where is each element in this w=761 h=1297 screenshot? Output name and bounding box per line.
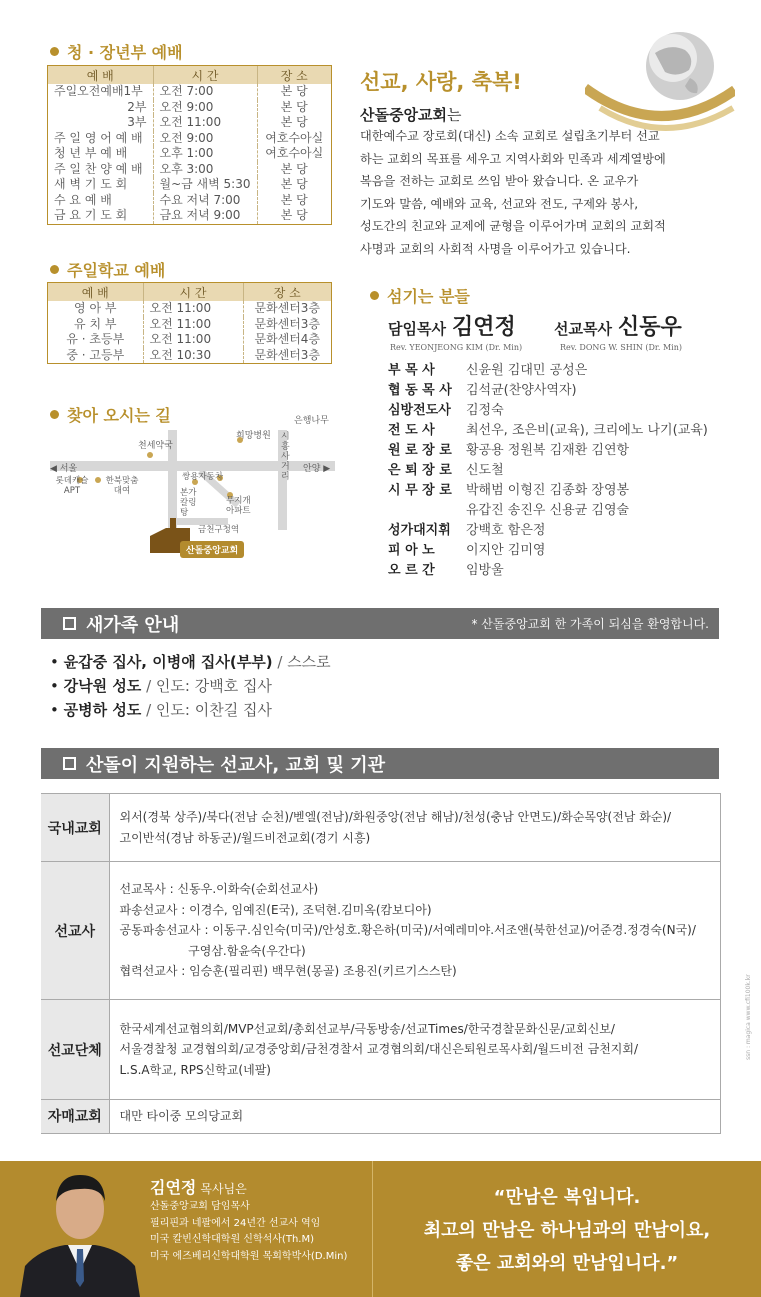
- worship-name-cell: 유 · 초등부: [48, 332, 143, 348]
- support-body: [109, 1100, 721, 1134]
- staff-row: [388, 421, 738, 441]
- bio-line: 미국 에즈베리신학대학원 목회학박사(D.Min): [150, 1250, 348, 1262]
- support-body: [109, 1000, 721, 1100]
- new-family-item: [50, 650, 331, 674]
- checkbox-square-icon: [63, 617, 76, 630]
- worship-name-cell: 3부: [48, 115, 153, 131]
- staff-role: 원 로 장 로: [388, 443, 452, 458]
- time-cell: 오전 9:00: [153, 100, 257, 116]
- time-cell: 월~금 새벽 5:30: [153, 177, 257, 193]
- map-label: 금천구청역: [198, 525, 240, 535]
- staff-names: 최선우, 조은비(교육), 크리에노 나기(교육): [466, 423, 708, 438]
- map-label: 안양 ▶: [303, 464, 331, 474]
- footer-divider: [372, 1161, 373, 1297]
- time-cell: 오후 1:00: [153, 146, 257, 162]
- new-family-note: 인도: 강백호 집사: [155, 677, 272, 695]
- col-header: 예 배: [48, 283, 143, 301]
- senior-pastor-title: 담임목사: [388, 320, 446, 338]
- staff-row: [388, 401, 738, 421]
- map-label: 희망병원: [236, 431, 271, 441]
- support-row: [41, 1100, 721, 1134]
- place-cell: 본 당: [280, 99, 308, 114]
- new-family-note: 인도: 이찬길 집사: [155, 701, 272, 719]
- staff-role: 전 도 사: [388, 423, 435, 438]
- senior-pastor-name: 김연정: [451, 315, 516, 340]
- staff-row: [388, 381, 738, 401]
- church-name: 산돌중앙교회: [360, 106, 447, 124]
- senior-pastor-en: Rev. YEONJEONG KIM (Dr. Min): [390, 343, 523, 352]
- time-cell: 오전 9:00: [153, 131, 257, 147]
- staff-names: 강백호 함은정: [466, 523, 546, 538]
- staff-role: 오 르 간: [388, 563, 435, 578]
- new-family-name: 강낙원 성도: [63, 677, 142, 695]
- support-line: 구영삼.함윤숙(우간다): [119, 943, 306, 958]
- globe-logo: [585, 28, 735, 138]
- support-line: 선교목사 : 신동우.이화숙(순회선교사): [119, 882, 319, 897]
- staff-role: 심방전도사: [388, 403, 451, 418]
- footer-name-line: [150, 1175, 247, 1198]
- motto-description: [360, 125, 735, 260]
- worship-name-cell: 청 년 부 예 배: [48, 146, 153, 162]
- place-cell: 여호수아실: [265, 146, 324, 160]
- support-title: 산돌이 지원하는 선교사, 교회 및 기관: [86, 754, 385, 776]
- col-header: 시 간: [143, 283, 243, 301]
- staff-row: [388, 541, 738, 561]
- schedule-row: [48, 131, 331, 147]
- motto-line: 성도간의 친교와 교제에 균형을 이루어가며 교회의 교회적: [360, 219, 666, 233]
- support-line: 외서(경북 상주)/북다(전남 순천)/벧엘(전남)/화원중앙(전남 해남)/천성(충남 안면도)/화순목양(전남 화순)/: [119, 810, 672, 824]
- support-body: [109, 794, 721, 862]
- support-row: [41, 862, 721, 1000]
- motto-church-line: [360, 104, 461, 125]
- time-cell: 수요 저녁 7:00: [153, 193, 257, 209]
- mission-pastor-name: 신동우: [617, 315, 682, 340]
- support-table: [41, 793, 721, 1134]
- place-cell: 문화센터4층: [254, 332, 321, 346]
- time-cell: 오전 11:00: [143, 332, 243, 348]
- map-label: 무지개 아파트: [226, 496, 251, 516]
- staff-role: [388, 501, 466, 521]
- separator: /: [141, 677, 156, 695]
- support-line: 한국세계선교협의회/MVP선교회/총회선교부/극동방송/선교Times/한국경찰문화신문/교회신보/: [119, 1021, 615, 1036]
- support-line: 협력선교사 : 임승훈(필리핀) 백무현(몽골) 조용진(키르기스스탄): [119, 964, 457, 979]
- footer-name-suffix: 목사님은: [200, 1182, 247, 1196]
- worship-name-cell: 중 · 고등부: [48, 348, 143, 364]
- bullet-icon: [370, 291, 379, 300]
- col-header: 예 배: [48, 66, 153, 84]
- bullet-icon: •: [50, 677, 64, 695]
- support-category: 선교단체: [41, 1000, 109, 1100]
- col-header: 장 소: [257, 66, 331, 84]
- sunday-school-table: [47, 282, 332, 364]
- map-label: 한북맞춤 대여: [105, 476, 139, 496]
- place-cell: 문화센터3층: [254, 347, 321, 362]
- staff-role: 성가대지휘: [388, 523, 451, 538]
- sunday-school-title: 주일학교 예배: [50, 258, 165, 281]
- youth-worship-table: [47, 65, 332, 225]
- time-cell: 금요 저녁 9:00: [153, 208, 257, 224]
- worship-name-cell: 수 요 예 배: [48, 193, 153, 209]
- schedule-row: [48, 146, 331, 162]
- staff-names: 신도철: [466, 463, 504, 478]
- schedule-row: [48, 177, 331, 193]
- map-label: 은행나무: [294, 416, 329, 426]
- support-row: [41, 1000, 721, 1100]
- place-cell: 본 당: [280, 208, 308, 222]
- place-cell: 문화센터3층: [254, 301, 321, 315]
- support-line: 공동파송선교사 : 이동구.심인숙(미국)/안성호.황은하(미국)/서예레미야.서조앤(북한선교)/어준경.정경숙(N국)/: [119, 923, 696, 938]
- footer-quote: [392, 1181, 742, 1280]
- support-line: 파송선교사 : 이경수, 임예진(E국), 조덕현.김미옥(캄보디아): [119, 902, 432, 917]
- worship-name-cell: 주 일 찬 양 예 배: [48, 162, 153, 178]
- support-line: 대만 타이중 모의당교회: [119, 1109, 244, 1123]
- schedule-row: [48, 115, 331, 131]
- staff-names: 유갑진 송진우 신용균 김영술: [466, 503, 630, 518]
- directions-map: [40, 410, 340, 575]
- senior-pastor: [388, 310, 516, 341]
- place-cell: 본 당: [280, 161, 308, 176]
- worship-name-cell: 금 요 기 도 회: [48, 208, 153, 224]
- staff-role: 부 목 사: [388, 363, 435, 378]
- schedule-row: [48, 162, 331, 178]
- map-label: 쌍용자동차: [182, 472, 224, 482]
- staff-names: 김정숙: [466, 403, 504, 418]
- col-header: 장 소: [243, 283, 331, 301]
- motto-line: 복음을 전하는 교회로 쓰임 받아 왔습니다. 온 교우가: [360, 174, 639, 188]
- support-category: 선교사: [41, 862, 109, 1000]
- bullet-icon: •: [50, 701, 64, 719]
- time-cell: 오전 11:00: [153, 115, 257, 131]
- place-cell: 본 당: [280, 115, 308, 129]
- staff-row: [388, 441, 738, 461]
- worship-name-cell: 2부: [48, 100, 153, 116]
- schedule-row: [48, 332, 331, 348]
- staff-list: [388, 361, 738, 581]
- new-family-welcome: * 산돌중앙교회 한 가족이 되심을 환영합니다.: [471, 617, 709, 631]
- new-family-item: [50, 698, 331, 722]
- staff-names: 박해범 이형진 김종화 장영봉: [466, 483, 630, 498]
- place-cell: 본 당: [280, 192, 308, 207]
- name-suffix: 는: [446, 106, 462, 124]
- support-bar: [41, 748, 719, 779]
- schedule-row: [48, 193, 331, 209]
- motto-line: 하는 교회의 목표를 세우고 지역사회와 민족과 세계열방에: [360, 151, 666, 166]
- bullet-icon: •: [50, 653, 64, 671]
- time-cell: 오전 10:30: [143, 348, 243, 364]
- mission-pastor: [554, 310, 682, 341]
- bio-line: 미국 칼빈신학대학원 신학석사(Th.M): [150, 1234, 314, 1245]
- staff-role: 은 퇴 장 로: [388, 463, 452, 478]
- place-cell: 여호수아실: [265, 130, 324, 145]
- new-family-list: [50, 650, 331, 722]
- staff-names: 황공용 정원복 김재환 김연항: [466, 443, 630, 458]
- schedule-row: [48, 301, 331, 317]
- new-family-note: 스스로: [287, 653, 331, 671]
- bullet-icon: [50, 265, 59, 274]
- staff-names: 임방울: [466, 563, 504, 578]
- motto-line: 사명과 교회의 사회적 사명을 이루어가고 있습니다.: [360, 241, 631, 256]
- map-label: ◀ 서울: [50, 464, 78, 474]
- separator: /: [141, 701, 156, 719]
- motto-headline: 선교, 사랑, 축복!: [360, 70, 522, 94]
- pastor-portrait: [20, 1161, 140, 1297]
- map-label: 시흥사거리: [281, 432, 290, 482]
- mission-pastor-title: 선교목사: [554, 320, 612, 338]
- new-family-name: 윤갑중 집사, 이병애 집사(부부): [63, 653, 273, 671]
- map-label: 천세약국: [138, 441, 173, 451]
- support-row: [41, 794, 721, 862]
- quote-line: 최고의 만남은 하나님과의 만남이요,: [423, 1220, 711, 1241]
- schedule-row: [48, 100, 331, 116]
- motto-line: 대한예수교 장로회(대신) 소속 교회로 설립초기부터 선교: [360, 129, 660, 143]
- new-family-bar: [41, 608, 719, 639]
- support-line: L.S.A학교, RPS신학교(네팔): [119, 1062, 271, 1077]
- place-cell: 문화센터3층: [254, 316, 321, 331]
- time-cell: 오전 11:00: [143, 317, 243, 333]
- footer-banner: [0, 1161, 761, 1297]
- directions-title: 찾아 오시는 길: [50, 403, 171, 426]
- worship-name-cell: 유 치 부: [48, 317, 143, 333]
- new-family-title: 새가족 안내: [86, 614, 180, 636]
- bio-line: 산돌중앙교회 담임목사: [150, 1201, 250, 1212]
- separator: /: [272, 653, 288, 671]
- bullet-icon: [50, 47, 59, 56]
- staff-role: 시 무 장 로: [388, 483, 452, 498]
- place-cell: 본 당: [280, 177, 308, 191]
- schedule-row: [48, 348, 331, 364]
- staff-role: 협 동 목 사: [388, 383, 452, 398]
- schedule-row: [48, 317, 331, 333]
- place-cell: 본 당: [280, 84, 308, 98]
- staff-row: [388, 501, 738, 521]
- mission-pastor-en: Rev. DONG W. SHIN (Dr. Min): [560, 343, 682, 352]
- motto-line: 기도와 말씀, 예배와 교육, 선교와 전도, 구제와 봉사,: [360, 196, 639, 211]
- side-credit: ssn : magica www.cfi100k.kr: [745, 974, 752, 1060]
- worship-name-cell: 주 일 영 어 예 배: [48, 131, 153, 147]
- staff-row: [388, 461, 738, 481]
- staff-role: 피 아 노: [388, 543, 435, 558]
- new-family-name: 공병하 성도: [63, 701, 142, 719]
- map-label: 본가 칼링탕: [180, 488, 197, 518]
- youth-worship-title: 청 · 장년부 예배: [50, 40, 183, 63]
- staff-names: 이지안 김미영: [466, 543, 546, 558]
- worship-name-cell: 영 아 부: [48, 301, 143, 317]
- checkbox-square-icon: [63, 757, 76, 770]
- new-family-item: [50, 674, 331, 698]
- time-cell: 오전 11:00: [143, 301, 243, 317]
- support-line: 고이반석(경남 하동군)/월드비전교회(경기 시흥): [119, 830, 371, 845]
- time-cell: 오후 3:00: [153, 162, 257, 178]
- quote-line: 좋은 교회와의 만남입니다.”: [455, 1253, 679, 1274]
- worship-name-cell: 새 벽 기 도 회: [48, 177, 153, 193]
- worship-name-cell: 주일오전예배1부: [48, 84, 153, 100]
- map-label: 롯데캐슬 APT: [55, 476, 89, 496]
- staff-row: [388, 521, 738, 541]
- support-category: 자매교회: [41, 1100, 109, 1134]
- time-cell: 오전 7:00: [153, 84, 257, 100]
- staff-row: [388, 481, 738, 501]
- col-header: 시 간: [153, 66, 257, 84]
- bio-line: 필리핀과 네팔에서 24년간 선교사 역임: [150, 1217, 321, 1229]
- staff-row: [388, 361, 738, 381]
- footer-bio: [150, 1199, 347, 1265]
- support-category: 국내교회: [41, 794, 109, 862]
- schedule-row: [48, 84, 331, 100]
- quote-line: “만남은 복입니다.: [493, 1187, 641, 1208]
- support-body: [109, 862, 721, 1000]
- staff-names: 신윤원 김대민 공성은: [466, 363, 588, 378]
- staff-names: 김석균(찬양사역자): [466, 383, 577, 398]
- map-church-label: 산돌중앙교회: [180, 541, 244, 558]
- footer-pastor-name: 김연정: [150, 1178, 197, 1197]
- schedule-row: [48, 208, 331, 224]
- servants-title: 섬기는 분들: [370, 284, 470, 307]
- staff-row: [388, 561, 738, 581]
- support-line: 서울경찰청 교경협의회/교경중앙회/금천경찰서 교경협의회/대신은퇴원로목사회/월드비전 금천지회/: [119, 1042, 639, 1057]
